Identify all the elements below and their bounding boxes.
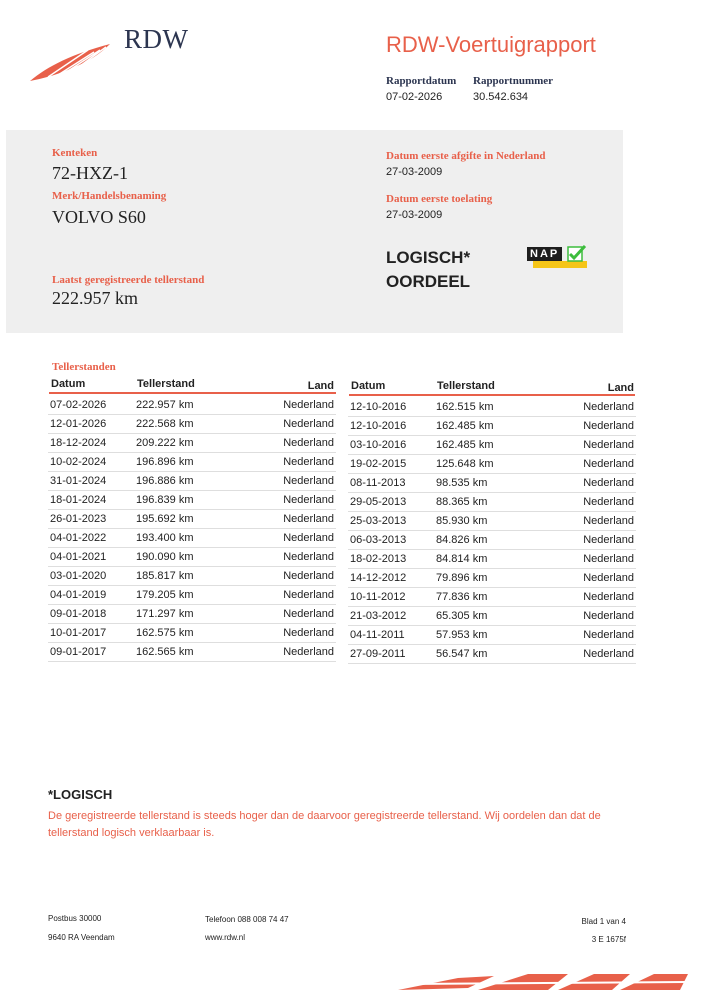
reading-date: 09-01-2018 [50,608,107,620]
reading-value: 98.535 km [436,477,488,489]
right-row [348,512,636,531]
footer-city: 9640 RA Veendam [48,933,115,942]
rdw-wing-logo-icon [28,40,112,84]
readings-title: Tellerstanden [52,361,116,373]
reading-value: 162.515 km [436,401,494,413]
reading-value: 179.205 km [136,589,194,601]
reading-value: 196.896 km [136,456,194,468]
left-row [48,643,336,662]
right-row [348,436,636,455]
nap-label: NAP [527,247,562,261]
reading-value: 162.485 km [436,439,494,451]
left-row [48,453,336,472]
reading-date: 31-01-2024 [50,475,107,487]
reading-value: 84.826 km [436,534,488,546]
reading-country: Nederland [583,477,634,489]
rdw-logo-text: RDW [124,24,189,54]
reading-country: Nederland [283,532,334,544]
right-row [348,531,636,550]
reading-country: Nederland [283,494,334,506]
brand-value: VOLVO S60 [52,207,146,227]
row-divider [48,661,336,662]
left-header-date: Datum [51,378,86,390]
reading-date: 19-02-2015 [350,458,407,470]
footer-website[interactable]: www.rdw.nl [205,933,246,942]
reading-country: Nederland [283,475,334,487]
reading-date: 25-03-2013 [350,515,407,527]
reading-value: 162.565 km [136,646,194,658]
reading-date: 12-01-2026 [50,418,107,430]
reading-country: Nederland [283,437,334,449]
left-row [48,529,336,548]
nap-badge [525,245,587,269]
reading-value: 190.090 km [136,551,194,563]
left-row [48,586,336,605]
reading-date: 09-01-2017 [50,646,107,658]
reading-country: Nederland [583,458,634,470]
reading-country: Nederland [283,551,334,563]
reading-country: Nederland [583,496,634,508]
left-row [48,396,336,415]
reading-country: Nederland [583,553,634,565]
reading-date: 18-12-2024 [50,437,107,449]
reading-value: 209.222 km [136,437,194,449]
right-row [348,474,636,493]
odometer-label: Laatst geregistreerde tellerstand [52,274,205,286]
reading-value: 77.836 km [436,591,488,603]
right-header-line [349,394,635,396]
reading-country: Nederland [283,589,334,601]
reading-country: Nederland [283,399,334,411]
reading-country: Nederland [283,570,334,582]
left-row [48,510,336,529]
reading-date: 03-01-2020 [50,570,107,582]
row-divider [348,663,636,664]
report-number-label: Rapportnummer [473,75,554,87]
reading-country: Nederland [283,456,334,468]
reading-date: 04-01-2019 [50,589,107,601]
left-header-reading: Tellerstand [137,378,195,390]
right-row [348,493,636,512]
right-row [348,569,636,588]
reading-value: 185.817 km [136,570,194,582]
right-row [348,626,636,645]
right-row [348,588,636,607]
logisch-explanation: De geregistreerde tellerstand is steeds hoger dan de daarvoor geregistreerde tellerstand. Wij oordelen dan dat de tellerstand logisch verklaarbaar is. [48,810,601,839]
verdict-line-2: OORDEEL [386,272,471,291]
reading-country: Nederland [583,439,634,451]
reading-date: 26-01-2023 [50,513,107,525]
reading-country: Nederland [583,515,634,527]
reading-date: 10-02-2024 [50,456,107,468]
first-admission-value: 27-03-2009 [386,209,443,221]
reading-date: 10-01-2017 [50,627,107,639]
footer-page: Blad 1 van 4 [581,917,626,926]
first-admission-label: Datum eerste toelating [386,193,493,205]
reading-value: 162.575 km [136,627,194,639]
reading-value: 56.547 km [436,648,488,660]
reading-country: Nederland [583,591,634,603]
left-row [48,605,336,624]
footer-phone: Telefoon 088 008 74 47 [205,915,289,924]
first-registration-nl-label: Datum eerste afgifte in Nederland [386,150,546,162]
left-row [48,548,336,567]
reading-value: 125.648 km [436,458,494,470]
reading-date: 08-11-2013 [350,477,406,489]
reading-date: 12-10-2016 [350,420,407,432]
reading-country: Nederland [583,572,634,584]
reading-country: Nederland [583,648,634,660]
reading-value: 196.886 km [136,475,194,487]
brand-label: Merk/Handelsbenaming [52,190,167,202]
nap-check-icon [567,245,587,263]
right-header-country: Land [607,382,634,394]
report-date-label: Rapportdatum [386,75,457,87]
left-row [48,415,336,434]
reading-date: 04-01-2022 [50,532,107,544]
right-row [348,398,636,417]
reading-date: 29-05-2013 [350,496,407,508]
reading-country: Nederland [583,420,634,432]
report-number-value: 30.542.634 [473,91,529,103]
reading-date: 04-11-2011 [350,629,405,641]
plate-label: Kenteken [52,147,98,159]
reading-date: 04-01-2021 [50,551,107,563]
left-header-line [49,392,336,394]
reading-value: 88.365 km [436,496,488,508]
reading-date: 21-03-2012 [350,610,407,622]
left-row [48,434,336,453]
plate-value: 72-HXZ-1 [52,163,128,183]
reading-country: Nederland [283,418,334,430]
left-row [48,472,336,491]
reading-date: 14-12-2012 [350,572,407,584]
reading-value: 195.692 km [136,513,194,525]
reading-value: 57.953 km [436,629,488,641]
reading-value: 65.305 km [436,610,488,622]
footer-stripes-icon [398,968,690,994]
odometer-value: 222.957 km [52,288,139,308]
reading-date: 18-01-2024 [50,494,107,506]
left-row [48,624,336,643]
reading-country: Nederland [283,513,334,525]
reading-date: 07-02-2026 [50,399,107,411]
reading-value: 171.297 km [136,608,194,620]
reading-country: Nederland [583,401,634,413]
right-row [348,417,636,436]
verdict-line-1: LOGISCH* [386,248,471,267]
reading-value: 193.400 km [136,532,194,544]
right-row [348,550,636,569]
reading-value: 222.568 km [136,418,194,430]
reading-country: Nederland [583,610,634,622]
reading-date: 03-10-2016 [350,439,407,451]
footer-code: 3 E 1675f [591,935,626,944]
reading-value: 85.930 km [436,515,488,527]
reading-value: 196.839 km [136,494,194,506]
reading-value: 79.896 km [436,572,488,584]
right-header-reading: Tellerstand [437,380,495,392]
report-date-value: 07-02-2026 [386,91,443,103]
reading-value: 162.485 km [436,420,494,432]
reading-date: 12-10-2016 [350,401,407,413]
left-row [48,491,336,510]
report-title: RDW-Voertuigrapport [386,32,596,57]
reading-value: 222.957 km [136,399,194,411]
left-row [48,567,336,586]
reading-country: Nederland [583,534,634,546]
reading-date: 10-11-2012 [350,591,406,603]
reading-date: 18-02-2013 [350,553,407,565]
left-header-country: Land [307,380,334,392]
logisch-heading: *LOGISCH [48,787,113,802]
right-row [348,455,636,474]
reading-country: Nederland [283,646,334,658]
footer-postbus: Postbus 30000 [48,914,102,923]
first-registration-nl-value: 27-03-2009 [386,166,443,178]
reading-country: Nederland [583,629,634,641]
reading-country: Nederland [283,608,334,620]
right-header-date: Datum [351,380,386,392]
right-row [348,645,636,664]
right-row [348,607,636,626]
reading-date: 27-09-2011 [350,648,406,660]
reading-country: Nederland [283,627,334,639]
reading-date: 06-03-2013 [350,534,407,546]
reading-value: 84.814 km [436,553,488,565]
